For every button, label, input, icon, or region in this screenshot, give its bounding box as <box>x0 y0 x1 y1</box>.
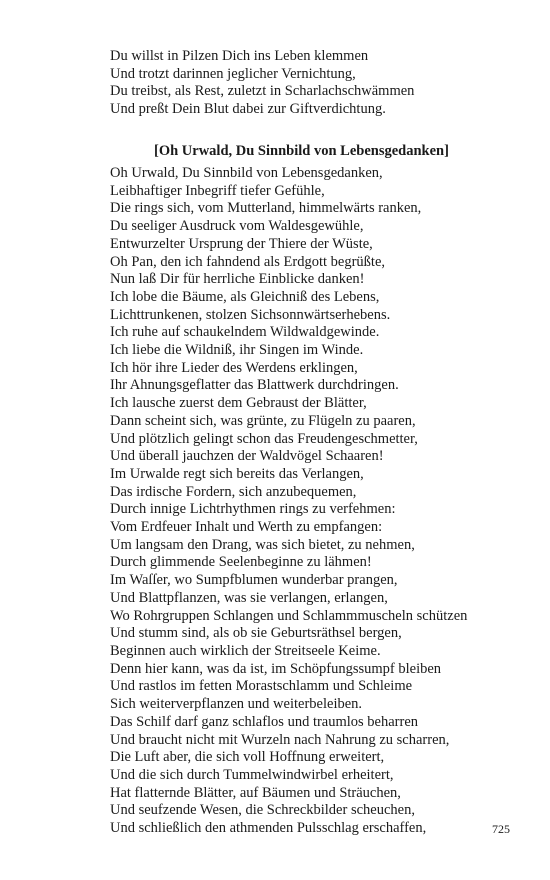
verse-line: Und stumm sind, als ob sie Geburtsräthsel bergen, <box>110 625 402 642</box>
verse-line: Ich lobe die Bäume, als Gleichniß des Lebens, <box>110 288 380 305</box>
verse-line: Oh Pan, den ich fahndend als Erdgott begrüßte, <box>110 253 386 270</box>
verse-line: Beginnen auch wirklich der Streitseele Keime. <box>110 642 381 659</box>
verse-line: Ich ruhe auf schaukelndem Wildwaldgewinde. <box>110 324 380 341</box>
verse-line: Und schließlich den athmenden Pulsschlag erschaffen, <box>110 820 427 837</box>
verse-line: Entwurzelter Ursprung der Thiere der Wüste, <box>110 235 373 252</box>
verse-line: Du seeliger Ausdruck vom Waldesgewühle, <box>110 218 364 235</box>
verse-line: Um langsam den Drang, was sich bietet, zu nehmen, <box>110 536 415 553</box>
verse-line: Hat flatternde Blätter, auf Bäumen und Sträuchen, <box>110 784 401 801</box>
verse-line: Wo Rohrgruppen Schlangen und Schlammmuscheln schützen <box>110 607 468 624</box>
verse-line: Ihr Ahnungsgeflatter das Blattwerk durchdringen. <box>110 377 399 394</box>
verse-line: Und überall jauchzen der Waldvögel Schaaren! <box>110 448 384 465</box>
verse-line: Und rastlos im fetten Morastschlamm und Schleime <box>110 678 413 695</box>
verse-line: Oh Urwald, Du Sinnbild von Lebensgedanken, <box>110 165 383 181</box>
verse-line: Ich liebe die Wildniß, ihr Singen im Winde. <box>110 342 364 359</box>
verse-line: Du willst in Pilzen Dich ins Leben klemmen <box>110 48 369 64</box>
verse-line: Lichttrunkenen, stolzen Sichsonnwärtserhebens. <box>110 306 391 323</box>
verse-line: Sich weiterverpflanzen und weiterbeleiben. <box>110 696 363 713</box>
previous-poem-ending <box>110 48 530 119</box>
verse-line: Im Waſſer, wo Sumpfblumen wunderbar prangen, <box>110 572 398 589</box>
verse-line: Und trotzt darinnen jeglicher Vernichtung, <box>110 65 356 82</box>
verse-line: Das Schilf darf ganz schlaflos und traumlos beharren <box>110 713 419 730</box>
verse-line: Und braucht nicht mit Wurzeln nach Nahrung zu scharren, <box>110 731 450 748</box>
verse-line: Nun laß Dir für herrliche Einblicke danken! <box>110 271 365 288</box>
page-number: 725 <box>492 822 510 836</box>
verse-line: Und plötzlich gelingt schon das Freudengeschmetter, <box>110 430 418 447</box>
poem-title: [Oh Urwald, Du Sinnbild von Lebensgedanken] <box>154 143 449 159</box>
verse-line: Im Urwalde regt sich bereits das Verlangen, <box>110 465 364 482</box>
verse-line: Dann scheint sich, was grünte, zu Flügeln zu paaren, <box>110 412 416 429</box>
verse-line: Und preßt Dein Blut dabei zur Giftverdichtung. <box>110 101 386 118</box>
verse-line: Das irdische Fordern, sich anzubequemen, <box>110 483 357 500</box>
verse-line: Ich hör ihre Lieder des Werdens erklingen, <box>110 359 358 376</box>
verse-line: Die Luft aber, die sich voll Hoffnung erweitert, <box>110 749 385 766</box>
verse-line: Vom Erdfeuer Inhalt und Werth zu empfangen: <box>110 519 383 536</box>
verse-line: Und seufzende Wesen, die Schreckbilder scheuchen, <box>110 802 415 819</box>
verse-line: Und die sich durch Tummelwindwirbel erheitert, <box>110 766 394 783</box>
verse-line: Und Blattpflanzen, was sie verlangen, erlangen, <box>110 589 388 606</box>
verse-line: Leibhaftiger Inbegriff tiefer Gefühle, <box>110 182 325 199</box>
verse-line: Du treibst, als Rest, zuletzt in Scharlachschwämmen <box>110 83 415 100</box>
verse-line: Durch innige Lichtrhythmen rings zu verfehmen: <box>110 501 396 518</box>
verse-line: Durch glimmende Seelenbeginne zu lähmen! <box>110 554 372 571</box>
poem-body <box>110 165 530 838</box>
verse-line: Ich lausche zuerst dem Gebraust der Blätter, <box>110 395 367 412</box>
verse-line: Die rings sich, vom Mutterland, himmelwärts ranken, <box>110 200 422 217</box>
verse-line: Denn hier kann, was da ist, im Schöpfungssumpf bleiben <box>110 660 442 677</box>
